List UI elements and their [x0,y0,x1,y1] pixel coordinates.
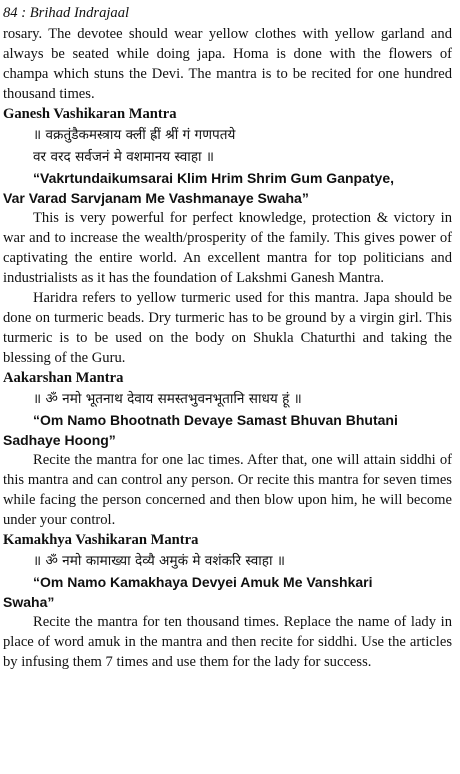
body-paragraph: Recite the mantra for ten thousand times. Replace the name of lady in place of word amuk in the mantra and then recite for siddhi. Use the articles by infusing them 7 times and use them for the lady for success. [3,614,452,670]
transliteration-line: Var Varad Sarvjanam Me Vashmanaye Swaha” [3,190,309,206]
devanagari-mantra-line: वर वरद सर्वजनं मे वशमानय स्वाहा ॥ [33,149,215,165]
body-paragraph: Haridra refers to yellow turmeric used for this mantra. Japa should be done on turmeric beads. Dry turmeric has to be ground by a virgin girl. This turmeric is to be used on the body on Shukla Chaturthi and taking the blessing of the Guru. [3,290,452,366]
transliteration-line: Swaha” [3,594,55,610]
section-title: Ganesh Vashikaran Mantra [3,106,177,122]
transliteration-line: “Vakrtundaikumsarai Klim Hrim Shrim Gum Ganpatye, [33,170,394,186]
devanagari-mantra-line: ॥ ॐ नमो भूतनाथ देवाय समस्तभुवनभूतानि साधय हूं ॥ [33,391,302,407]
section-aakarshan [3,368,452,530]
transliterated-mantra [3,168,452,208]
transliteration-line: “Om Namo Bhootnath Devaye Samast Bhuvan Bhutani [33,412,398,428]
body-paragraph: This is very powerful for perfect knowledge, protection & victory in war and to increase the wealth/prosperity of the family. This gives power of captivating the entire world. An excellent mantra for top politicians and industrialists as it has the foundation of Lakshmi Ganesh Mantra. [3,210,452,286]
transliterated-mantra [3,410,452,450]
body-paragraph: Recite the mantra for one lac times. After that, one will attain siddhi of this mantra and can control any person. Or recite this mantra for seven times while facing the person concerned and then blow upon him, he will become under your control. [3,452,452,528]
section-ganesh-vashikaran [3,104,452,368]
running-head: 84 : Brihad Indrajaal [3,5,130,21]
transliteration-line: “Om Namo Kamakhaya Devyei Amuk Me Vanshkari [33,574,373,590]
intro-paragraph: rosary. The devotee should wear yellow clothes with yellow garland and always be seated while doing japa. Homa is done with the flowers of champa which stuns the Devi. The mantra is to be recited for one hundred thousand times. [3,26,452,102]
devanagari-mantra-line: ॥ वक्रतुंडैकमस्त्राय क्लीं ह्रीं श्रीं गं गणपतये [33,127,236,143]
section-title: Kamakhya Vashikaran Mantra [3,532,199,548]
transliterated-mantra [3,572,452,612]
devanagari-mantra-line: ॥ ॐ नमो कामाख्या देव्यै अमुकं मे वशंकरि स्वाहा ॥ [33,553,285,569]
transliteration-line: Sadhaye Hoong” [3,432,116,448]
section-title: Aakarshan Mantra [3,370,124,386]
section-kamakhya-vashikaran [3,530,452,672]
